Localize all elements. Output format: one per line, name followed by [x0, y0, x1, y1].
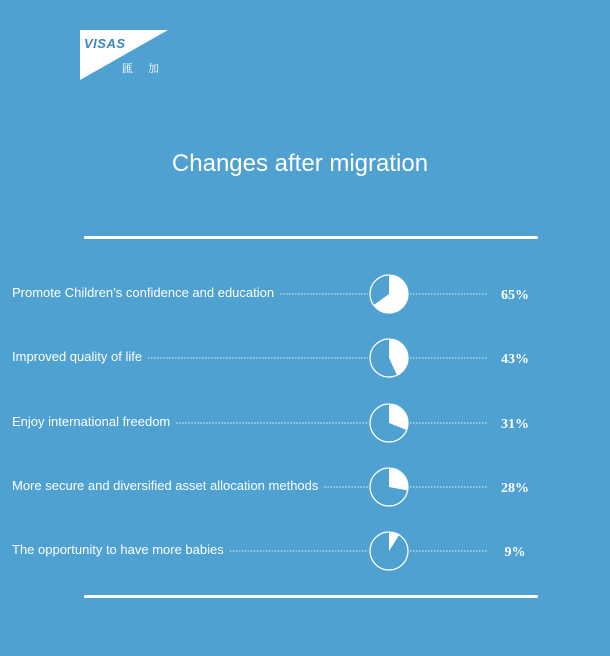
category-label: More secure and diversified asset allocation methods — [12, 478, 319, 493]
category-label: Promote Children’s confidence and education — [12, 285, 275, 300]
value-label: 28% — [501, 481, 529, 496]
category-label: Enjoy international freedom — [12, 414, 171, 429]
category-label: The opportunity to have more babies — [12, 542, 224, 557]
pie-slice — [389, 404, 408, 430]
logo-brand: VISAS — [84, 36, 126, 51]
value-label: 65% — [501, 288, 529, 303]
value-label: 31% — [501, 417, 529, 432]
value-label: 43% — [501, 352, 529, 367]
chart-title: Changes after migration — [171, 150, 429, 177]
value-label: 9% — [504, 545, 526, 560]
pie-slice — [389, 339, 408, 375]
pie-slice — [389, 468, 408, 491]
logo-subtitle: 匯 加 — [122, 63, 166, 75]
pie-slice — [389, 532, 399, 551]
category-label: Improved quality of life — [12, 349, 143, 364]
